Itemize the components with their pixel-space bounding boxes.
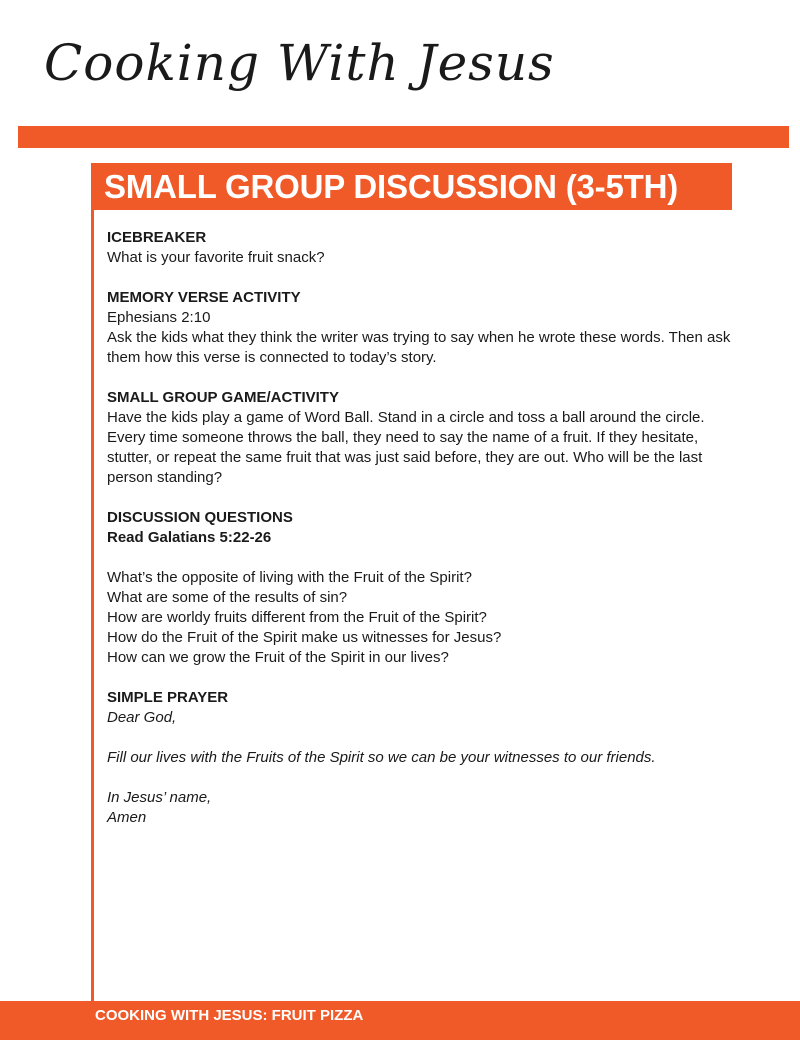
prayer-closing: In Jesus’ name, xyxy=(107,789,212,806)
memory-verse-section xyxy=(107,288,737,368)
prayer-body: Fill our lives with the Fruits of the Spirit so we can be your witnesses to our friends. xyxy=(107,749,656,766)
logo-script xyxy=(40,18,555,128)
discussion-question: What’s the opposite of living with the Fruit of the Spirit? xyxy=(107,569,472,586)
discussion-question: What are some of the results of sin? xyxy=(107,589,348,606)
logo-text: Cooking With Jesus xyxy=(44,34,555,92)
discussion-heading: DISCUSSION QUESTIONS xyxy=(107,509,293,526)
memory-verse-heading: MEMORY VERSE ACTIVITY xyxy=(107,289,301,306)
logo xyxy=(40,18,555,128)
discussion-reading: Read Galatians 5:22-26 xyxy=(107,529,272,546)
discussion-section xyxy=(107,508,737,668)
prayer-heading: SIMPLE PRAYER xyxy=(107,689,229,706)
icebreaker-section xyxy=(107,228,737,268)
header-bar xyxy=(18,126,789,148)
page-title: SMALL GROUP DISCUSSION (3-5TH) xyxy=(91,163,732,210)
footer-text: COOKING WITH JESUS: FRUIT PIZZA xyxy=(95,1007,364,1024)
memory-verse-reference: Ephesians 2:10 xyxy=(107,309,211,326)
discussion-question: How do the Fruit of the Spirit make us witnesses for Jesus? xyxy=(107,629,502,646)
memory-verse-text: Ask the kids what they think the writer was trying to say when he wrote these words. Then ask them how this verse is connected to today’s story. xyxy=(107,329,731,366)
icebreaker-text: What is your favorite fruit snack? xyxy=(107,249,325,266)
main-content xyxy=(107,228,737,848)
left-accent-rule xyxy=(91,163,94,1003)
icebreaker-heading: ICEBREAKER xyxy=(107,229,207,246)
prayer-section xyxy=(107,688,737,828)
discussion-question: How are worldy fruits different from the Fruit of the Spirit? xyxy=(107,609,487,626)
discussion-question: How can we grow the Fruit of the Spirit in our lives? xyxy=(107,649,449,666)
prayer-amen: Amen xyxy=(107,809,147,826)
game-heading: SMALL GROUP GAME/ACTIVITY xyxy=(107,389,339,406)
prayer-greeting: Dear God, xyxy=(107,709,177,726)
game-section xyxy=(107,388,737,488)
game-text: Have the kids play a game of Word Ball. Stand in a circle and toss a ball around the circle. Every time someone throws the ball, they need to say the name of a fruit. If they hesitate, stutter, or repeat the same fruit that was just said before, they are out. Who will be the last person standing? xyxy=(107,409,705,486)
